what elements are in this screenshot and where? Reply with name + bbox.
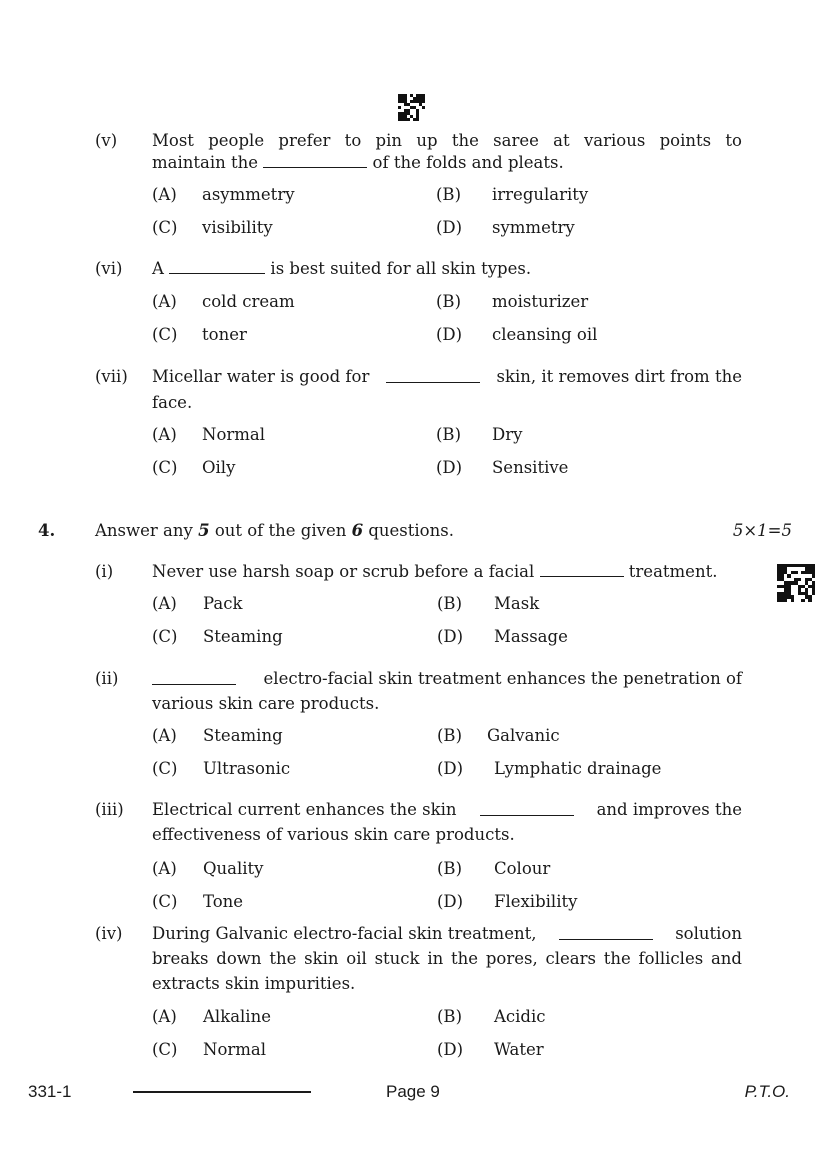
question-text: A is best suited for all skin types. [152,259,532,278]
option-letter: (D) [437,892,464,911]
question-number: (ii) [95,669,119,688]
option-letter: (B) [436,185,461,204]
option-text: symmetry [492,218,575,237]
section-number: 4. [38,521,56,540]
paper-code: 331-1 [28,1082,72,1101]
footer-divider [133,1091,311,1093]
option-letter: (D) [436,218,463,237]
option-text: Flexibility [494,892,578,911]
option-text: Pack [203,594,243,613]
section-instruction: Answer any 5 out of the given 6 questions. [95,521,454,540]
option-letter: (B) [437,726,462,745]
option-letter: (B) [436,425,461,444]
option-text: Mask [494,594,540,613]
answer-blank [559,925,653,940]
option-letter: (B) [436,292,461,311]
option-text: Steaming [203,726,283,745]
question-number: (iii) [95,800,124,819]
option-text: asymmetry [202,185,295,204]
answer-blank [169,259,265,274]
option-text: Tone [203,892,244,911]
option-letter: (C) [152,1040,178,1059]
question-number: (vii) [95,367,128,386]
question-number: (i) [95,562,114,581]
option-text: Water [494,1040,544,1059]
top-qr-code-icon [398,94,425,121]
question-text: During Galvanic electro-facial skin treatment, solution [152,924,742,943]
option-letter: (B) [437,859,462,878]
option-text: cleansing oil [492,325,598,344]
answer-blank [540,562,624,577]
option-text: Alkaline [203,1007,271,1026]
option-text: Galvanic [487,726,560,745]
section-marks: 5×1=5 [732,521,792,540]
option-text: Lymphatic drainage [494,759,662,778]
option-text: Quality [203,859,264,878]
option-text: Acidic [494,1007,546,1026]
page-number: Page 9 [386,1082,440,1101]
answer-blank [152,670,236,685]
option-text: Massage [494,627,568,646]
option-text: moisturizer [492,292,589,311]
option-text: Sensitive [492,458,569,477]
answer-blank [480,801,574,816]
option-letter: (A) [152,425,177,444]
question-text: Never use harsh soap or scrub before a facial treatment. [152,562,718,581]
option-letter: (B) [437,594,462,613]
question-text: Micellar water is good for skin, it removes dirt from the [152,367,742,386]
question-number: (vi) [95,259,123,278]
question-text: extracts skin impurities. [152,974,356,993]
option-letter: (C) [152,218,178,237]
side-qr-code-icon [777,564,815,602]
pto-label: P.T.O. [744,1082,790,1101]
question-text: breaks down the skin oil stuck in the pores, clears the follicles and [152,949,742,968]
option-text: Steaming [203,627,283,646]
question-text: effectiveness of various skin care products. [152,825,515,844]
answer-blank [386,368,480,383]
option-text: Normal [203,1040,267,1059]
question-text: Electrical current enhances the skin and improves the [152,800,742,819]
option-text: irregularity [492,185,589,204]
option-letter: (D) [436,458,463,477]
option-letter: (C) [152,458,178,477]
question-text: maintain the of the folds and pleats. [152,153,564,172]
question-text: various skin care products. [152,694,380,713]
question-text: Most people prefer to pin up the saree at various points to [152,131,742,150]
option-letter: (A) [152,185,177,204]
question-text: face. [152,393,193,412]
option-letter: (C) [152,759,178,778]
option-letter: (D) [437,1040,464,1059]
option-text: visibility [202,218,273,237]
option-letter: (C) [152,325,178,344]
option-text: toner [202,325,247,344]
question-number: (v) [95,131,118,150]
option-letter: (A) [152,726,177,745]
option-text: Ultrasonic [203,759,291,778]
option-text: Dry [492,425,523,444]
option-letter: (B) [437,1007,462,1026]
option-letter: (C) [152,892,178,911]
option-letter: (D) [437,759,464,778]
option-letter: (A) [152,1007,177,1026]
option-text: Normal [202,425,266,444]
option-letter: (D) [436,325,463,344]
option-letter: (C) [152,627,178,646]
option-text: Oily [202,458,236,477]
option-text: Colour [494,859,551,878]
answer-blank [263,153,367,168]
option-letter: (A) [152,292,177,311]
option-letter: (A) [152,859,177,878]
question-text: electro-facial skin treatment enhances the penetration of [152,666,742,691]
option-text: cold cream [202,292,295,311]
question-number: (iv) [95,924,123,943]
option-letter: (D) [437,627,464,646]
option-letter: (A) [152,594,177,613]
